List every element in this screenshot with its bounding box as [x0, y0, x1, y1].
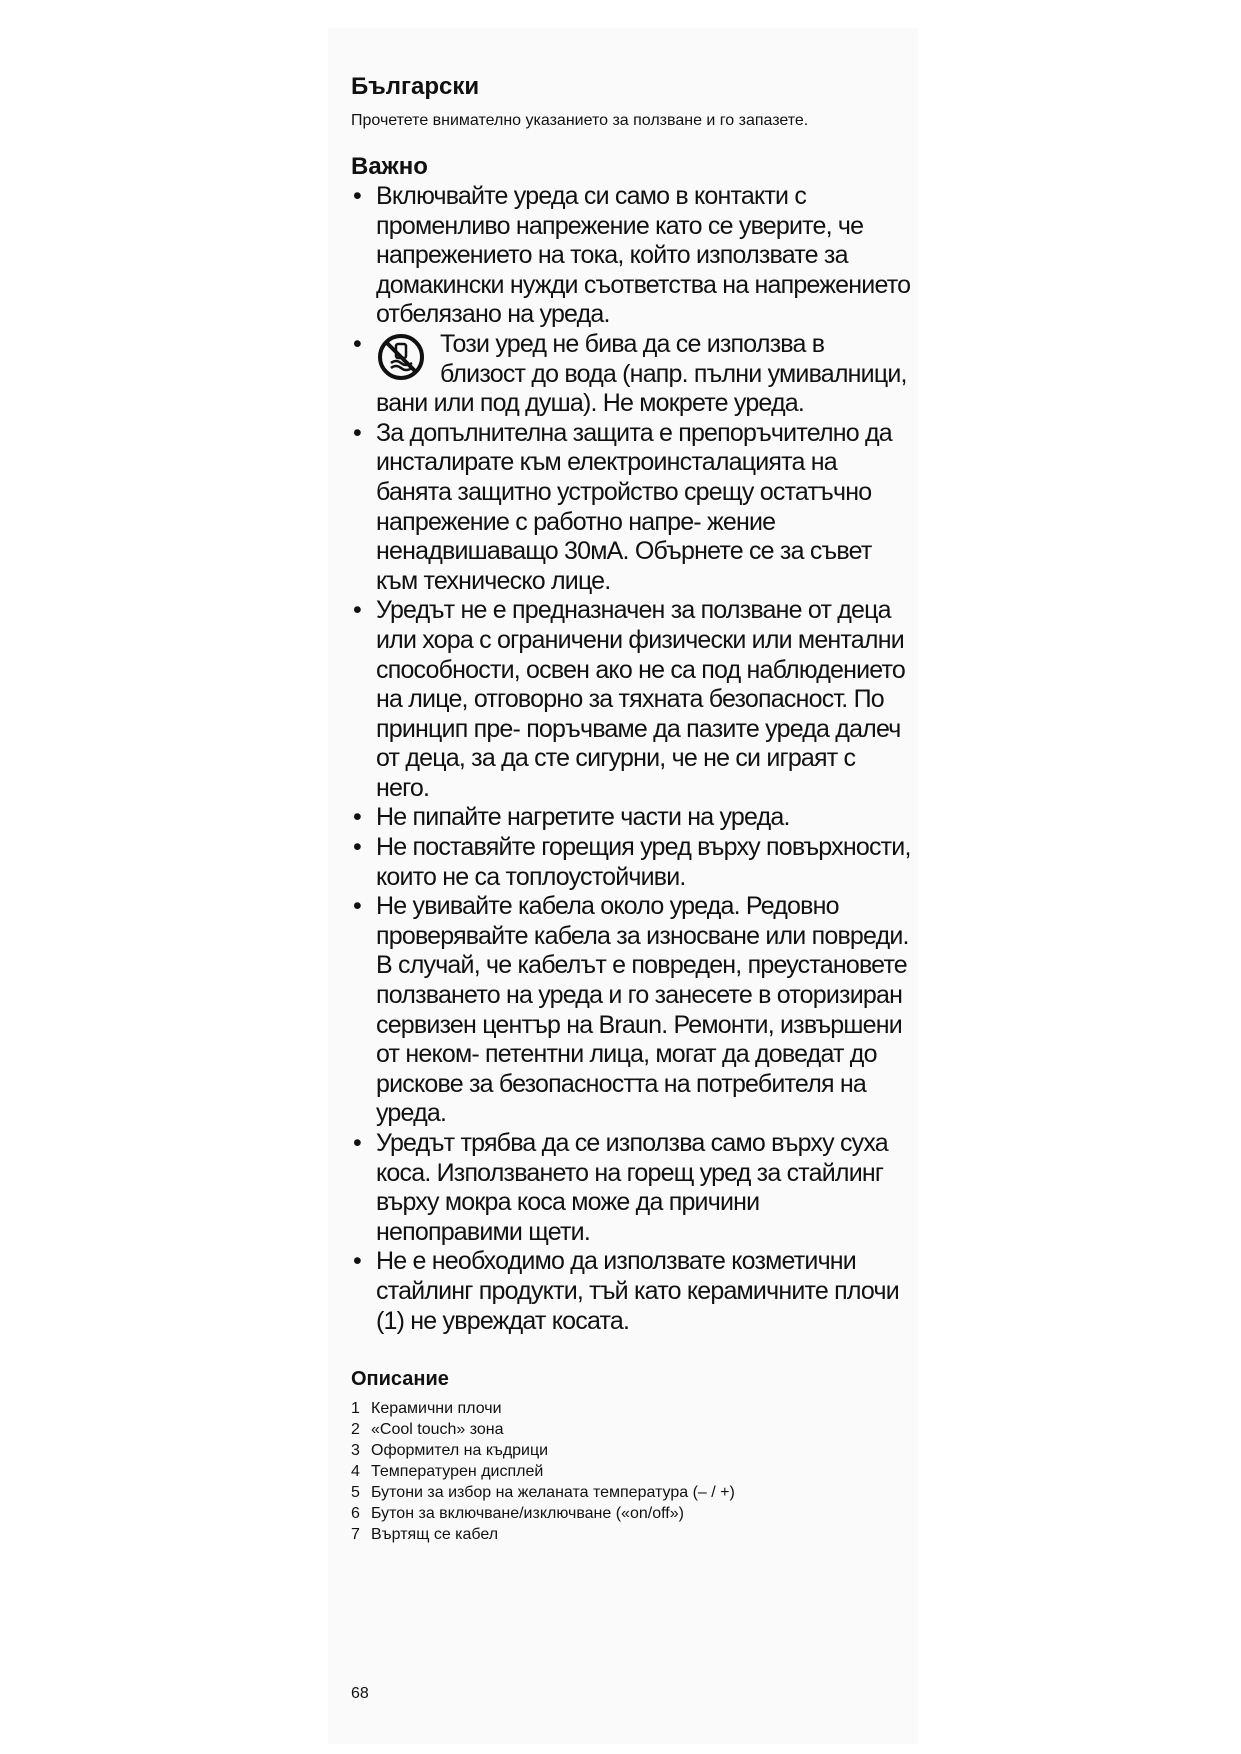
- description-item-text: Бутони за избор на желаната температура (– / +): [371, 1484, 735, 1502]
- important-item: [351, 596, 911, 803]
- important-item: [351, 182, 911, 330]
- description-item-number: 6: [351, 1505, 360, 1523]
- important-item: [351, 419, 911, 597]
- description-item-number: 3: [351, 1442, 360, 1460]
- description-item-number: 1: [351, 1400, 360, 1418]
- bullet-icon: •: [353, 182, 361, 210]
- description-item-text: Керамични плочи: [371, 1400, 502, 1418]
- description-item: [351, 1482, 911, 1503]
- description-item-text: Температурен дисплей: [371, 1463, 544, 1481]
- description-item-text: «Cool touch» зона: [371, 1421, 504, 1439]
- description-item-text: Въртящ се кабел: [371, 1526, 499, 1544]
- important-item: [351, 833, 911, 892]
- important-item-text: Уредът не е предназначен за ползване от деца или хора с ограничени физически или ментални способности, освен ако не са под наблюдението на лице, отговорно за тяхната безопасност. По принцип пре- поръчваме да пазите уреда далеч от деца, за да сте сигурни, че не си играят с него.: [376, 596, 906, 802]
- description-item: [351, 1440, 911, 1461]
- description-list: [351, 1398, 911, 1545]
- important-item-text: За допълнителна защита е препоръчително да инсталирате към електроинсталацията на банята защитно устройство срещу остатъчно напрежение с работно напре- жение ненадвишаващо 30мА. Обърнете се за съвет към техническо лице.: [376, 418, 892, 595]
- important-item: [351, 1129, 911, 1247]
- page-number: 68: [351, 1685, 369, 1702]
- description-heading: Описание: [351, 1368, 449, 1391]
- description-item-number: 7: [351, 1526, 360, 1544]
- description-item: [351, 1461, 911, 1482]
- important-item-text: Уредът трябва да се използва само върху суха коса. Използването на горещ уред за стайлинг върху мокра коса може да причини непоправими щети.: [376, 1129, 888, 1246]
- description-item: [351, 1503, 911, 1524]
- intro-text: Прочетете внимателно указанието за ползване и го запазете.: [351, 112, 809, 129]
- description-item-number: 2: [351, 1421, 360, 1439]
- description-item-number: 5: [351, 1484, 360, 1502]
- important-item-text: Не поставяйте горещия уред върху повърхности, които не са топлоустойчиви.: [376, 833, 911, 891]
- description-item: [351, 1398, 911, 1419]
- important-item: [351, 892, 911, 1129]
- important-item-text: Включвайте уреда си само в контакти с променливо напрежение като се уверите, че напрежението на тока, който използвате за домакински нужди съответства на напрежението отбелязано на уреда.: [376, 182, 911, 329]
- bullet-icon: •: [353, 833, 361, 862]
- language-title: Български: [351, 73, 480, 100]
- important-item-text: Не пипайте нагретите части на уреда.: [376, 803, 790, 832]
- bullet-icon: •: [353, 803, 361, 832]
- description-item: [351, 1524, 911, 1545]
- description-item-text: Бутон за включване/изключване («on/off»): [371, 1505, 684, 1523]
- description-item-number: 4: [351, 1463, 360, 1481]
- description-item: [351, 1419, 911, 1440]
- important-item: [351, 803, 911, 833]
- description-item-text: Оформител на къдрици: [371, 1442, 549, 1460]
- bullet-icon: •: [353, 892, 361, 921]
- bullet-icon: •: [353, 596, 361, 625]
- bullet-icon: •: [353, 1129, 361, 1157]
- manual-page-content: [351, 70, 911, 1545]
- bullet-icon: •: [353, 418, 361, 447]
- important-item-text: Не е необходимо да използвате козметични стайлинг продукти, тъй като керамичните плочи (1) не увреждат косата.: [376, 1247, 899, 1335]
- important-item-text: Този уред не бива да се използва в близост до вода (напр. пълни умивалници, вани или под душа). Не мокрете уреда.: [376, 329, 907, 418]
- bullet-icon: •: [353, 329, 361, 358]
- important-list: [351, 182, 911, 1336]
- important-heading: Важно: [351, 153, 428, 180]
- no-water-warning-icon: [376, 332, 428, 382]
- bullet-icon: •: [353, 1247, 361, 1276]
- important-item: [351, 1247, 911, 1336]
- important-item: [351, 330, 911, 419]
- important-item-text: Не увивайте кабела около уреда. Редовно проверявайте кабела за износване или повреди. В случай, че кабелът е повреден, преустановете ползването на уреда и го занесете в оторизиран сервизен център на Braun. Ремонти, извършени от неком- петентни лица, могат да доведат до рискове за безопасността на потребителя на уреда.: [376, 892, 909, 1128]
